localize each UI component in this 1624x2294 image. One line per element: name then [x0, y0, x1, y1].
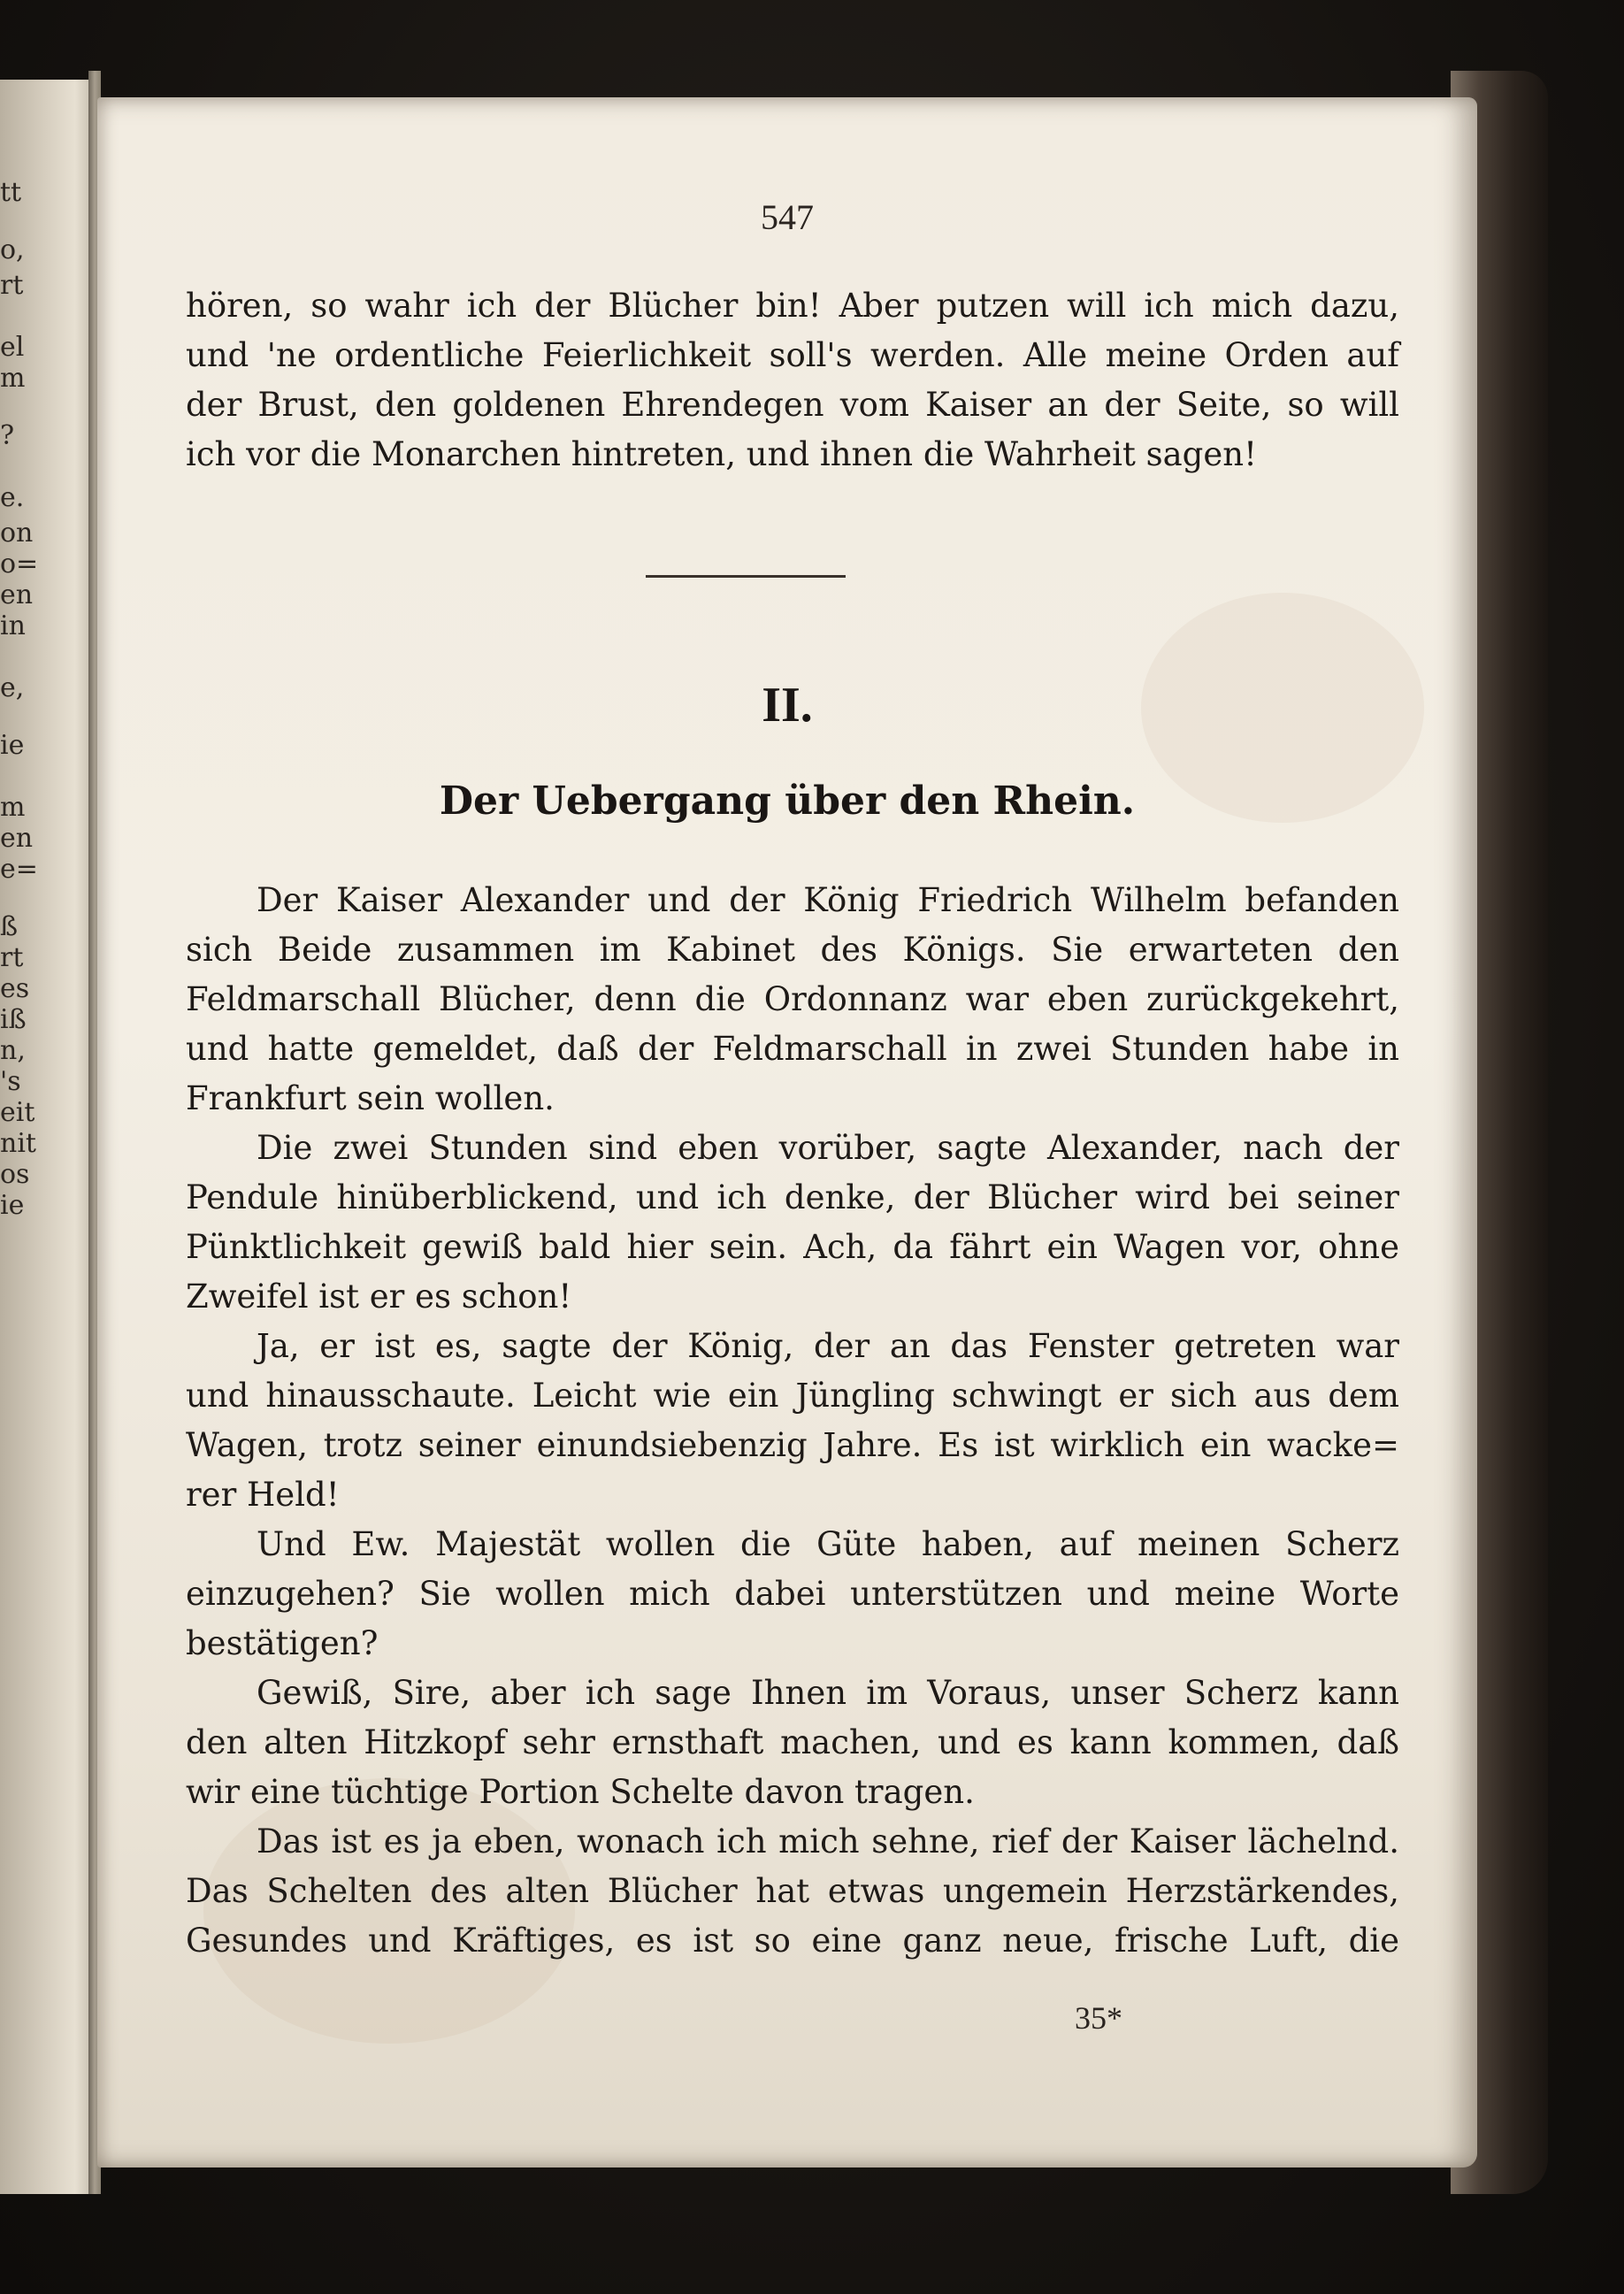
left-page-fragment: n,: [0, 1035, 26, 1066]
text-line: Frankfurt sein wollen.: [186, 1079, 555, 1117]
paragraph: [186, 876, 1399, 1124]
left-page-fragment: iß: [0, 1004, 27, 1035]
left-page-fragment: ie: [0, 1190, 25, 1221]
text-line: Pendule hinüberblickend, und ich denke, der Blücher wird bei seiner: [186, 1178, 1399, 1216]
left-page-fragment: on: [0, 518, 34, 549]
left-page-fragment: rt: [0, 942, 24, 973]
left-page-fragment: rt: [0, 270, 24, 301]
text-line: Das ist es ja eben, wonach ich mich sehne, rief der Kaiser lächelnd.: [257, 1822, 1399, 1861]
text-line: Die zwei Stunden sind eben vorüber, sagte Alexander, nach der: [257, 1129, 1399, 1167]
text-line: und 'ne ordentliche Feierlichkeit soll's werden. Alle meine Orden auf: [186, 336, 1399, 374]
text-line: sich Beide zusammen im Kabinet des Königs. Sie erwarteten den: [186, 931, 1399, 969]
left-page-fragment: en: [0, 823, 34, 854]
text-line: bestätigen?: [186, 1624, 379, 1662]
left-page-fragment: e,: [0, 672, 25, 703]
left-page-fragments: [0, 80, 39, 2194]
left-page-fragment: el: [0, 332, 25, 363]
text-line: den alten Hitzkopf sehr ernsthaft machen, und es kann kommen, daß: [186, 1723, 1399, 1761]
text-line: einzugehen? Sie wollen mich dabei unterstützen und meine Worte: [186, 1575, 1399, 1613]
left-page-fragment: tt: [0, 177, 22, 208]
paragraph: [186, 1322, 1399, 1520]
left-page-fragment: e=: [0, 854, 38, 885]
text-line: Gesundes und Kräftiges, es ist so eine ganz neue, frische Luft, die: [186, 1922, 1399, 1960]
signature-mark: 35*: [1075, 2000, 1122, 2036]
left-page-fragment: o=: [0, 549, 39, 579]
text-line: Ja, er ist es, sagte der König, der an das Fenster getreten war: [257, 1327, 1399, 1365]
left-page-fragment: es: [0, 973, 30, 1004]
left-page-fragment: o,: [0, 234, 25, 265]
paragraph: [186, 1520, 1399, 1669]
left-page-fragment: ß: [0, 911, 19, 942]
paragraph: [186, 1124, 1399, 1322]
continuation-text: [186, 281, 1399, 480]
paragraph: [186, 1669, 1399, 1817]
left-page-fragment: m: [0, 363, 26, 394]
left-page-fragment: ?: [0, 420, 15, 451]
paragraph: [186, 1817, 1399, 1966]
text-line: rer Held!: [186, 1476, 340, 1514]
text-line: wir eine tüchtige Portion Schelte davon tragen.: [186, 1773, 975, 1811]
chapter-number: II.: [762, 678, 813, 733]
text-line: Und Ew. Majestät wollen die Güte haben, auf meinen Scherz: [257, 1525, 1399, 1563]
book-page: [97, 97, 1477, 2167]
text-line: und hatte gemeldet, daß der Feldmarschall in zwei Stunden habe in: [186, 1030, 1399, 1068]
left-page-fragment: nit: [0, 1128, 36, 1159]
section-divider: [646, 575, 846, 578]
text-line: Zweifel ist er es schon!: [186, 1277, 572, 1316]
left-page-fragment: e.: [0, 482, 25, 513]
left-page-fragment: en: [0, 579, 34, 610]
text-line: und hinausschaute. Leicht wie ein Jüngling schwingt er sich aus dem: [186, 1377, 1399, 1415]
text-line: Der Kaiser Alexander und der König Friedrich Wilhelm befanden: [257, 881, 1399, 919]
text-line: Wagen, trotz seiner einundsiebenzig Jahre. Es ist wirklich ein wacke=: [186, 1426, 1399, 1464]
text-line: ich vor die Monarchen hintreten, und ihnen die Wahrheit sagen!: [186, 435, 1257, 473]
page-number: 547: [761, 197, 814, 237]
chapter-body: [186, 876, 1399, 1966]
text-line: Das Schelten des alten Blücher hat etwas ungemein Herzstärkendes,: [186, 1872, 1399, 1910]
left-page-fragment: m: [0, 792, 26, 823]
left-page-edge: [0, 80, 88, 2194]
text-line: Pünktlichkeit gewiß bald hier sein. Ach, da fährt ein Wagen vor, ohne: [186, 1228, 1399, 1266]
left-page-fragment: in: [0, 610, 26, 641]
left-page-fragment: os: [0, 1159, 30, 1190]
chapter-title: Der Uebergang über den Rhein.: [439, 779, 1136, 824]
text-line: hören, so wahr ich der Blücher bin! Aber putzen will ich mich dazu,: [186, 287, 1399, 325]
text-line: Feldmarschall Blücher, denn die Ordonnanz war eben zurückgekehrt,: [186, 980, 1399, 1018]
left-page-fragment: 's: [0, 1066, 21, 1097]
text-line: der Brust, den goldenen Ehrendegen vom Kaiser an der Seite, so will: [186, 386, 1399, 424]
left-page-fragment: eit: [0, 1097, 35, 1128]
text-line: Gewiß, Sire, aber ich sage Ihnen im Voraus, unser Scherz kann: [257, 1674, 1399, 1712]
left-page-fragment: ie: [0, 730, 25, 761]
